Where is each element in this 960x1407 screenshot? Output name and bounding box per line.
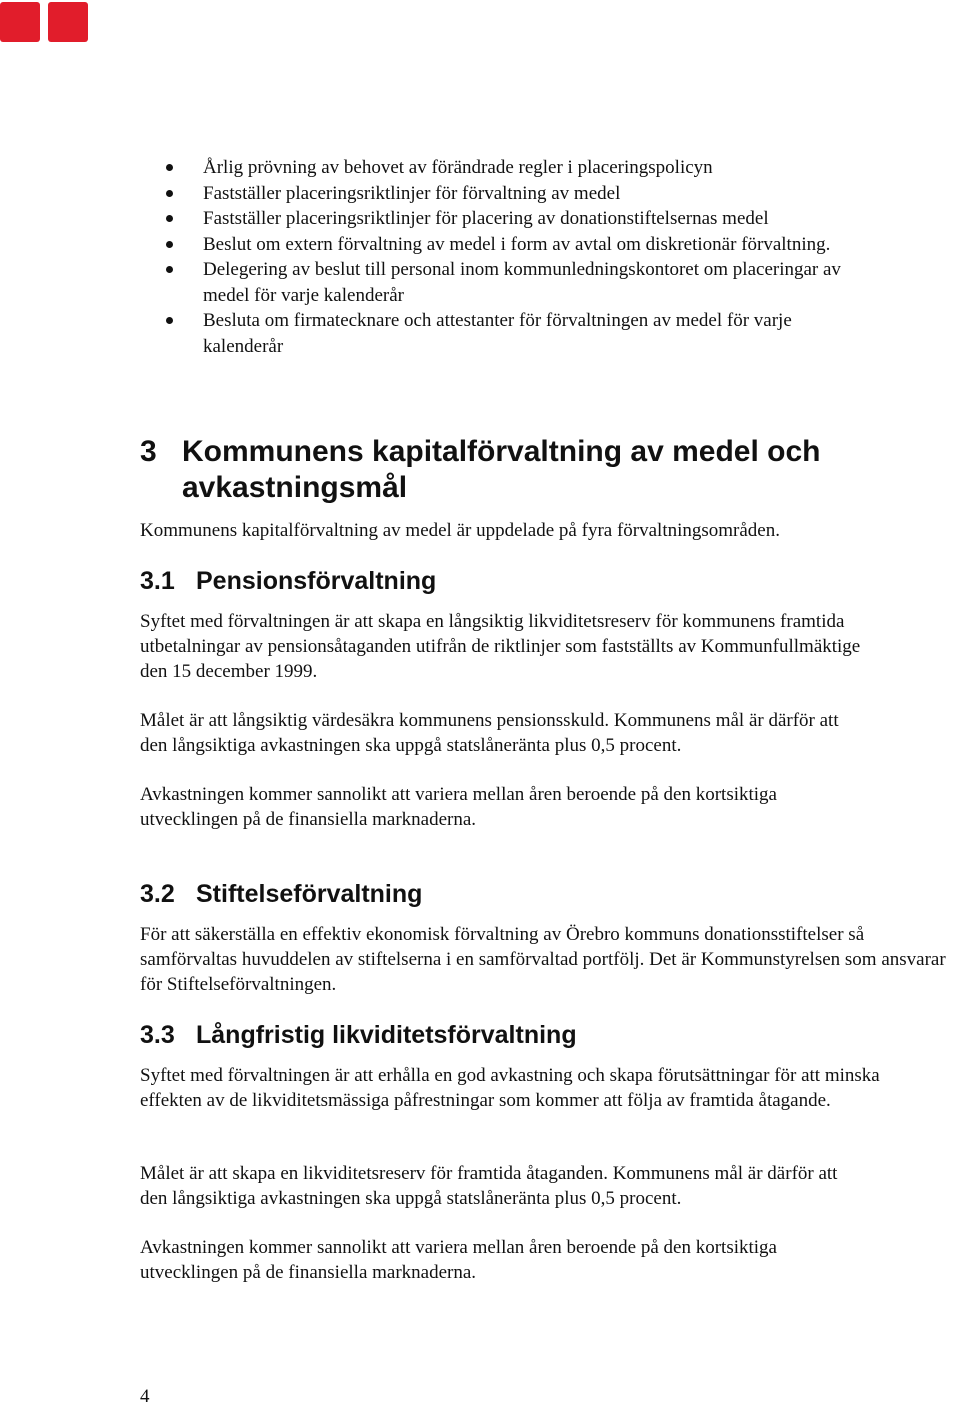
section-3-1-heading bbox=[140, 566, 960, 596]
section-3-2-paragraph-1: För att säkerställa en effektiv ekonomisk förvaltning av Örebro kommuns donationsstiftelser så samförvaltas huvuddelen av stiftelserna i en samförvaltad portfölj. Det är Kommunstyrelsen som ansvarar för Stiftelseförvaltningen. bbox=[140, 924, 946, 995]
list-item bbox=[163, 257, 863, 308]
section-3-3-paragraph-3: Avkastningen kommer sannolikt att variera mellan åren beroende på den kortsiktiga utvecklingen på de finansiella marknaderna. bbox=[140, 1237, 777, 1283]
section-3-1-paragraph-3: Avkastningen kommer sannolikt att variera mellan åren beroende på den kortsiktiga utvecklingen på de finansiella marknaderna. bbox=[140, 784, 777, 830]
section-3-3-paragraph-2: Målet är att skapa en likviditetsreserv för framtida åtaganden. Kommunens mål är därför att den långsiktiga avkastningen ska uppgå statslåneränta plus 0,5 procent. bbox=[140, 1163, 838, 1209]
bullet-icon bbox=[166, 164, 173, 171]
bullet-icon bbox=[166, 317, 173, 324]
list-item-text: Fastställer placeringsriktlinjer för förvaltning av medel bbox=[203, 182, 621, 204]
list-item-text: Besluta om firmatecknare och attestanter för förvaltningen av medel för varje kalenderår bbox=[203, 310, 792, 357]
section-3-1-paragraph-1: Syftet med förvaltningen är att skapa en långsiktig likviditetsreserv för kommunens framtida utbetalningar av pensionsåtaganden utifrån de riktlinjer som fastställts av Kommunfullmäktige den 15 december 1999. bbox=[140, 611, 861, 682]
section-3-intro: Kommunens kapitalförvaltning av medel är uppdelade på fyra förvaltningsområden. bbox=[140, 520, 780, 541]
section-number: 3.1 bbox=[140, 567, 175, 595]
section-3-3-heading bbox=[140, 1020, 960, 1050]
section-3-1-paragraph-2: Målet är att långsiktig värdesäkra kommunens pensionsskuld. Kommunens mål är därför att den långsiktiga avkastningen ska uppgå statslåneränta plus 0,5 procent. bbox=[140, 710, 839, 756]
responsibility-bullet-list bbox=[163, 155, 863, 359]
section-3-2-heading bbox=[140, 879, 960, 909]
section-title-line1: Kommunens kapitalförvaltning av medel och bbox=[182, 435, 821, 468]
logo-square-left bbox=[0, 2, 40, 42]
list-item bbox=[163, 308, 863, 359]
bullet-icon bbox=[166, 215, 173, 222]
list-item bbox=[163, 232, 863, 258]
section-3-3-paragraph-1: Syftet med förvaltningen är att erhålla en god avkastning och skapa förutsättningar för att minska effekten av de likviditetsmässiga påfrestningar som kommer att följa av framtida åtagande. bbox=[140, 1065, 880, 1111]
section-title: Stiftelseförvaltning bbox=[196, 880, 423, 908]
bullet-icon bbox=[166, 241, 173, 248]
list-item bbox=[163, 181, 863, 207]
list-item-text: Fastställer placeringsriktlinjer för placering av donationstiftelsernas medel bbox=[203, 208, 769, 229]
bullet-icon bbox=[166, 266, 173, 273]
list-item bbox=[163, 155, 863, 181]
section-number: 3.2 bbox=[140, 880, 175, 908]
section-title: Långfristig likviditetsförvaltning bbox=[196, 1021, 577, 1049]
bullet-icon bbox=[166, 190, 173, 197]
section-number: 3 bbox=[140, 435, 157, 468]
list-item-text: Årlig prövning av behovet av förändrade regler i placeringspolicyn bbox=[203, 157, 713, 178]
logo-square-right bbox=[48, 2, 88, 42]
section-title-line2: avkastningsmål bbox=[182, 471, 408, 504]
page-number: 4 bbox=[140, 1386, 150, 1407]
list-item-text: Delegering av beslut till personal inom kommunledningskontoret om placeringar av medel för varje kalenderår bbox=[203, 259, 841, 306]
section-number: 3.3 bbox=[140, 1021, 175, 1049]
section-3-heading bbox=[140, 434, 960, 506]
list-item bbox=[163, 206, 863, 232]
list-item-text: Beslut om extern förvaltning av medel i form av avtal om diskretionär förvaltning. bbox=[203, 233, 831, 255]
section-title: Pensionsförvaltning bbox=[196, 567, 437, 595]
